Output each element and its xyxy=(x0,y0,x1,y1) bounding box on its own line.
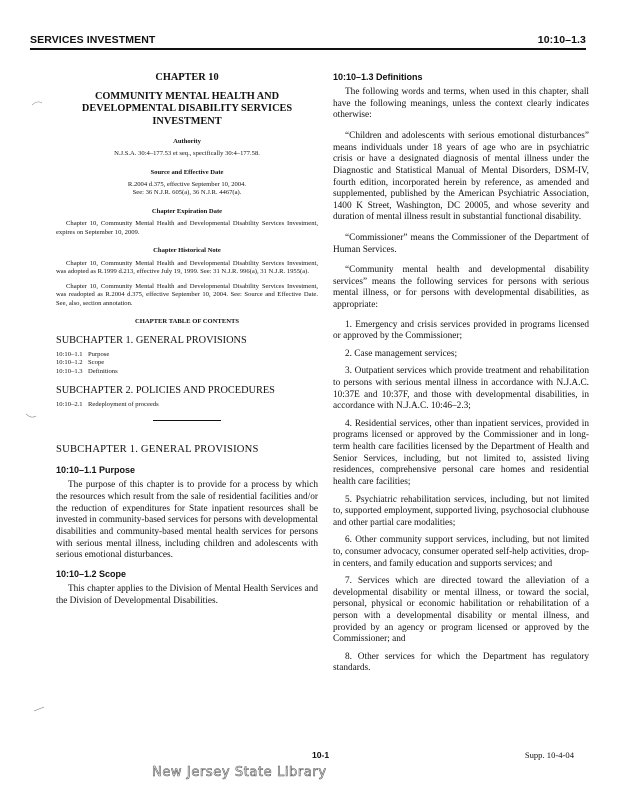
toc-entry-label: Purpose xyxy=(88,350,110,358)
expiration-text: Chapter 10, Community Mental Health and Developmental Disability Services Investment, expires on September 10, 2009. xyxy=(56,220,318,236)
chapter-number: CHAPTER 10 xyxy=(155,72,219,83)
page-number: 10-1 xyxy=(312,750,330,760)
toc-heading: CHAPTER TABLE OF CONTENTS xyxy=(134,318,240,326)
supplement-date: Supp. 10-4-04 xyxy=(524,750,574,760)
toc-entry xyxy=(56,351,318,360)
services-list-item: 5. Psychiatric rehabilitation services, including, but not limited to, supported employment, supported living, psychosocial clubhouse and other partial care modalities; xyxy=(333,494,589,528)
section-1-2-text: This chapter applies to the Division of Mental Health Services and the Division of Developmental Disabilities. xyxy=(56,583,318,606)
section-1-1-text: The purpose of this chapter is to provide for a process by which the resources which result from the sale of residential facilities and/or the reduction of expenditures for State inpatient resources shall be invested in community-based services for persons with developmental disabilities and community-based mental health services for persons with serious mental illness, including children and adolescents with serious emotional disturbances. xyxy=(56,480,318,561)
section-1-3-heading: 10:10–1.3 Definitions xyxy=(333,72,423,82)
running-header xyxy=(30,34,586,50)
section-1-2-heading: 10:10–1.2 Scope xyxy=(56,568,127,579)
definition-children: “Children and adolescents with serious emotional disturbances” means individuals under 18 years of age who are in psychiatric crisis or have a designated diagnosis of mental illness under the Diagnostic and Statistical Manual of Mental Disorders, DSM-IV, fourth edition, incorporated herein by reference, as amended and supplemented, published by the American Psychiatric Association, 1400 K Street, Washington, DC 20005, and whose severity and duration of mental illness result in substantial functional disability. xyxy=(333,131,589,223)
running-header-section: 10:10–1.3 xyxy=(537,34,586,46)
definition-commissioner: “Commissioner” means the Commissioner of the Department of Human Services. xyxy=(333,232,589,255)
right-column xyxy=(333,72,589,681)
definitions-intro: The following words and terms, when used in this chapter, shall have the following meanings, unless the context clearly indicates otherwise: xyxy=(333,87,589,121)
expiration-heading: Chapter Expiration Date xyxy=(151,208,223,216)
toc-entry xyxy=(56,359,318,368)
toc-subchapter-2: SUBCHAPTER 2. POLICIES AND PROCEDURES xyxy=(56,385,275,397)
left-column xyxy=(56,72,318,614)
toc-subchapter-1: SUBCHAPTER 1. GENERAL PROVISIONS xyxy=(56,334,247,346)
section-1-1-heading: 10:10–1.1 Purpose xyxy=(56,465,136,476)
toc-entry xyxy=(56,368,318,377)
chapter-title: COMMUNITY MENTAL HEALTH AND DEVELOPMENTAL DISABILITY SERVICES INVESTMENT xyxy=(81,90,293,127)
toc-entry-number: 10:10–1.1 xyxy=(56,350,83,358)
subchapter-1-heading: SUBCHAPTER 1. GENERAL PROVISIONS xyxy=(56,443,259,455)
services-list-item: 7. Services which are directed toward the alleviation of a developmental disability or mental illness, or toward the social, personal, physical or economic habilitation or rehabilitation of a person with a developmental disability or mental illness, and provided by an agency or program licensed or approved by the Commissioner; and xyxy=(333,576,589,645)
margin-mark xyxy=(34,706,44,712)
running-header-title: SERVICES INVESTMENT xyxy=(30,34,156,46)
source-line-1: R.2004 d.375, effective September 10, 2004. xyxy=(127,180,247,188)
authority-text: N.J.S.A. 30:4–177.53 et seq., specifically 30:4–177.58. xyxy=(114,150,260,158)
definition-services: “Community mental health and developmental disability services” means the following services for persons with serious mental illness, or for persons with developmental disabilities, as appropriate: xyxy=(333,265,589,310)
services-list-item: 4. Residential services, other than inpatient services, provided in programs licensed or approved by the Commissioner and in long-term health care facilities licensed by the Department of Health and Senior Services, including, but not limited to, assisted living residences, comprehensive personal care homes and residential health care facilities; xyxy=(333,418,589,487)
toc-entry-label: Redeployment of proceeds xyxy=(88,401,159,409)
services-list-item: 2. Case management services; xyxy=(345,348,458,359)
services-list-item: 6. Other community support services, including, but not limited to, consumer advocacy, consumer operated self-help activities, drop-in centers, and family education and supports services; and xyxy=(333,535,589,569)
history-paragraph-2: Chapter 10, Community Mental Health and Developmental Disability Services Investment, was readopted as R.2004 d.375, effective September 10, 2004. See: Source and Effective Date. See, also, section annotation. xyxy=(56,282,318,307)
section-divider xyxy=(153,420,221,421)
toc-entry-number: 10:10–1.3 xyxy=(56,368,83,376)
source-line-2: See: 36 N.J.R. 605(a), 36 N.J.R. 4467(a). xyxy=(132,189,242,197)
toc-entry-number: 10:10–2.1 xyxy=(56,401,83,409)
history-heading: Chapter Historical Note xyxy=(153,247,221,255)
services-list-item: 1. Emergency and crisis services provided in programs licensed or approved by the Commissioner; xyxy=(333,319,589,342)
toc-entry-label: Scope xyxy=(88,359,105,367)
page-footer xyxy=(0,750,618,764)
margin-mark xyxy=(26,413,36,419)
history-paragraph-1: Chapter 10, Community Mental Health and Developmental Disability Services Investment, was adopted as R.1999 d.213, effective July 19, 1999. See: 31 N.J.R. 996(a), 31 N.J.R. 1955(a). xyxy=(56,259,318,276)
toc-list-subchapter-1 xyxy=(56,351,318,378)
source-heading: Source and Effective Date xyxy=(150,168,224,176)
authority-heading: Authority xyxy=(173,137,201,145)
services-list-item: 3. Outpatient services which provide treatment and rehabilitation to persons with serious mental illness in accordance with N.J.A.C. 10:37E and 10:37F, and those with developmental disabilities, in accordance with N.J.A.C. 10:46–2.3; xyxy=(333,366,589,412)
toc-entry-label: Definitions xyxy=(88,368,118,376)
toc-list-subchapter-2 xyxy=(56,401,318,410)
margin-mark xyxy=(32,100,42,106)
toc-entry xyxy=(56,401,318,410)
toc-entry-number: 10:10–1.2 xyxy=(56,359,83,367)
library-watermark: New Jersey State Library xyxy=(152,765,327,780)
services-list-item: 8. Other services for which the Department has regulatory standards. xyxy=(333,651,589,674)
